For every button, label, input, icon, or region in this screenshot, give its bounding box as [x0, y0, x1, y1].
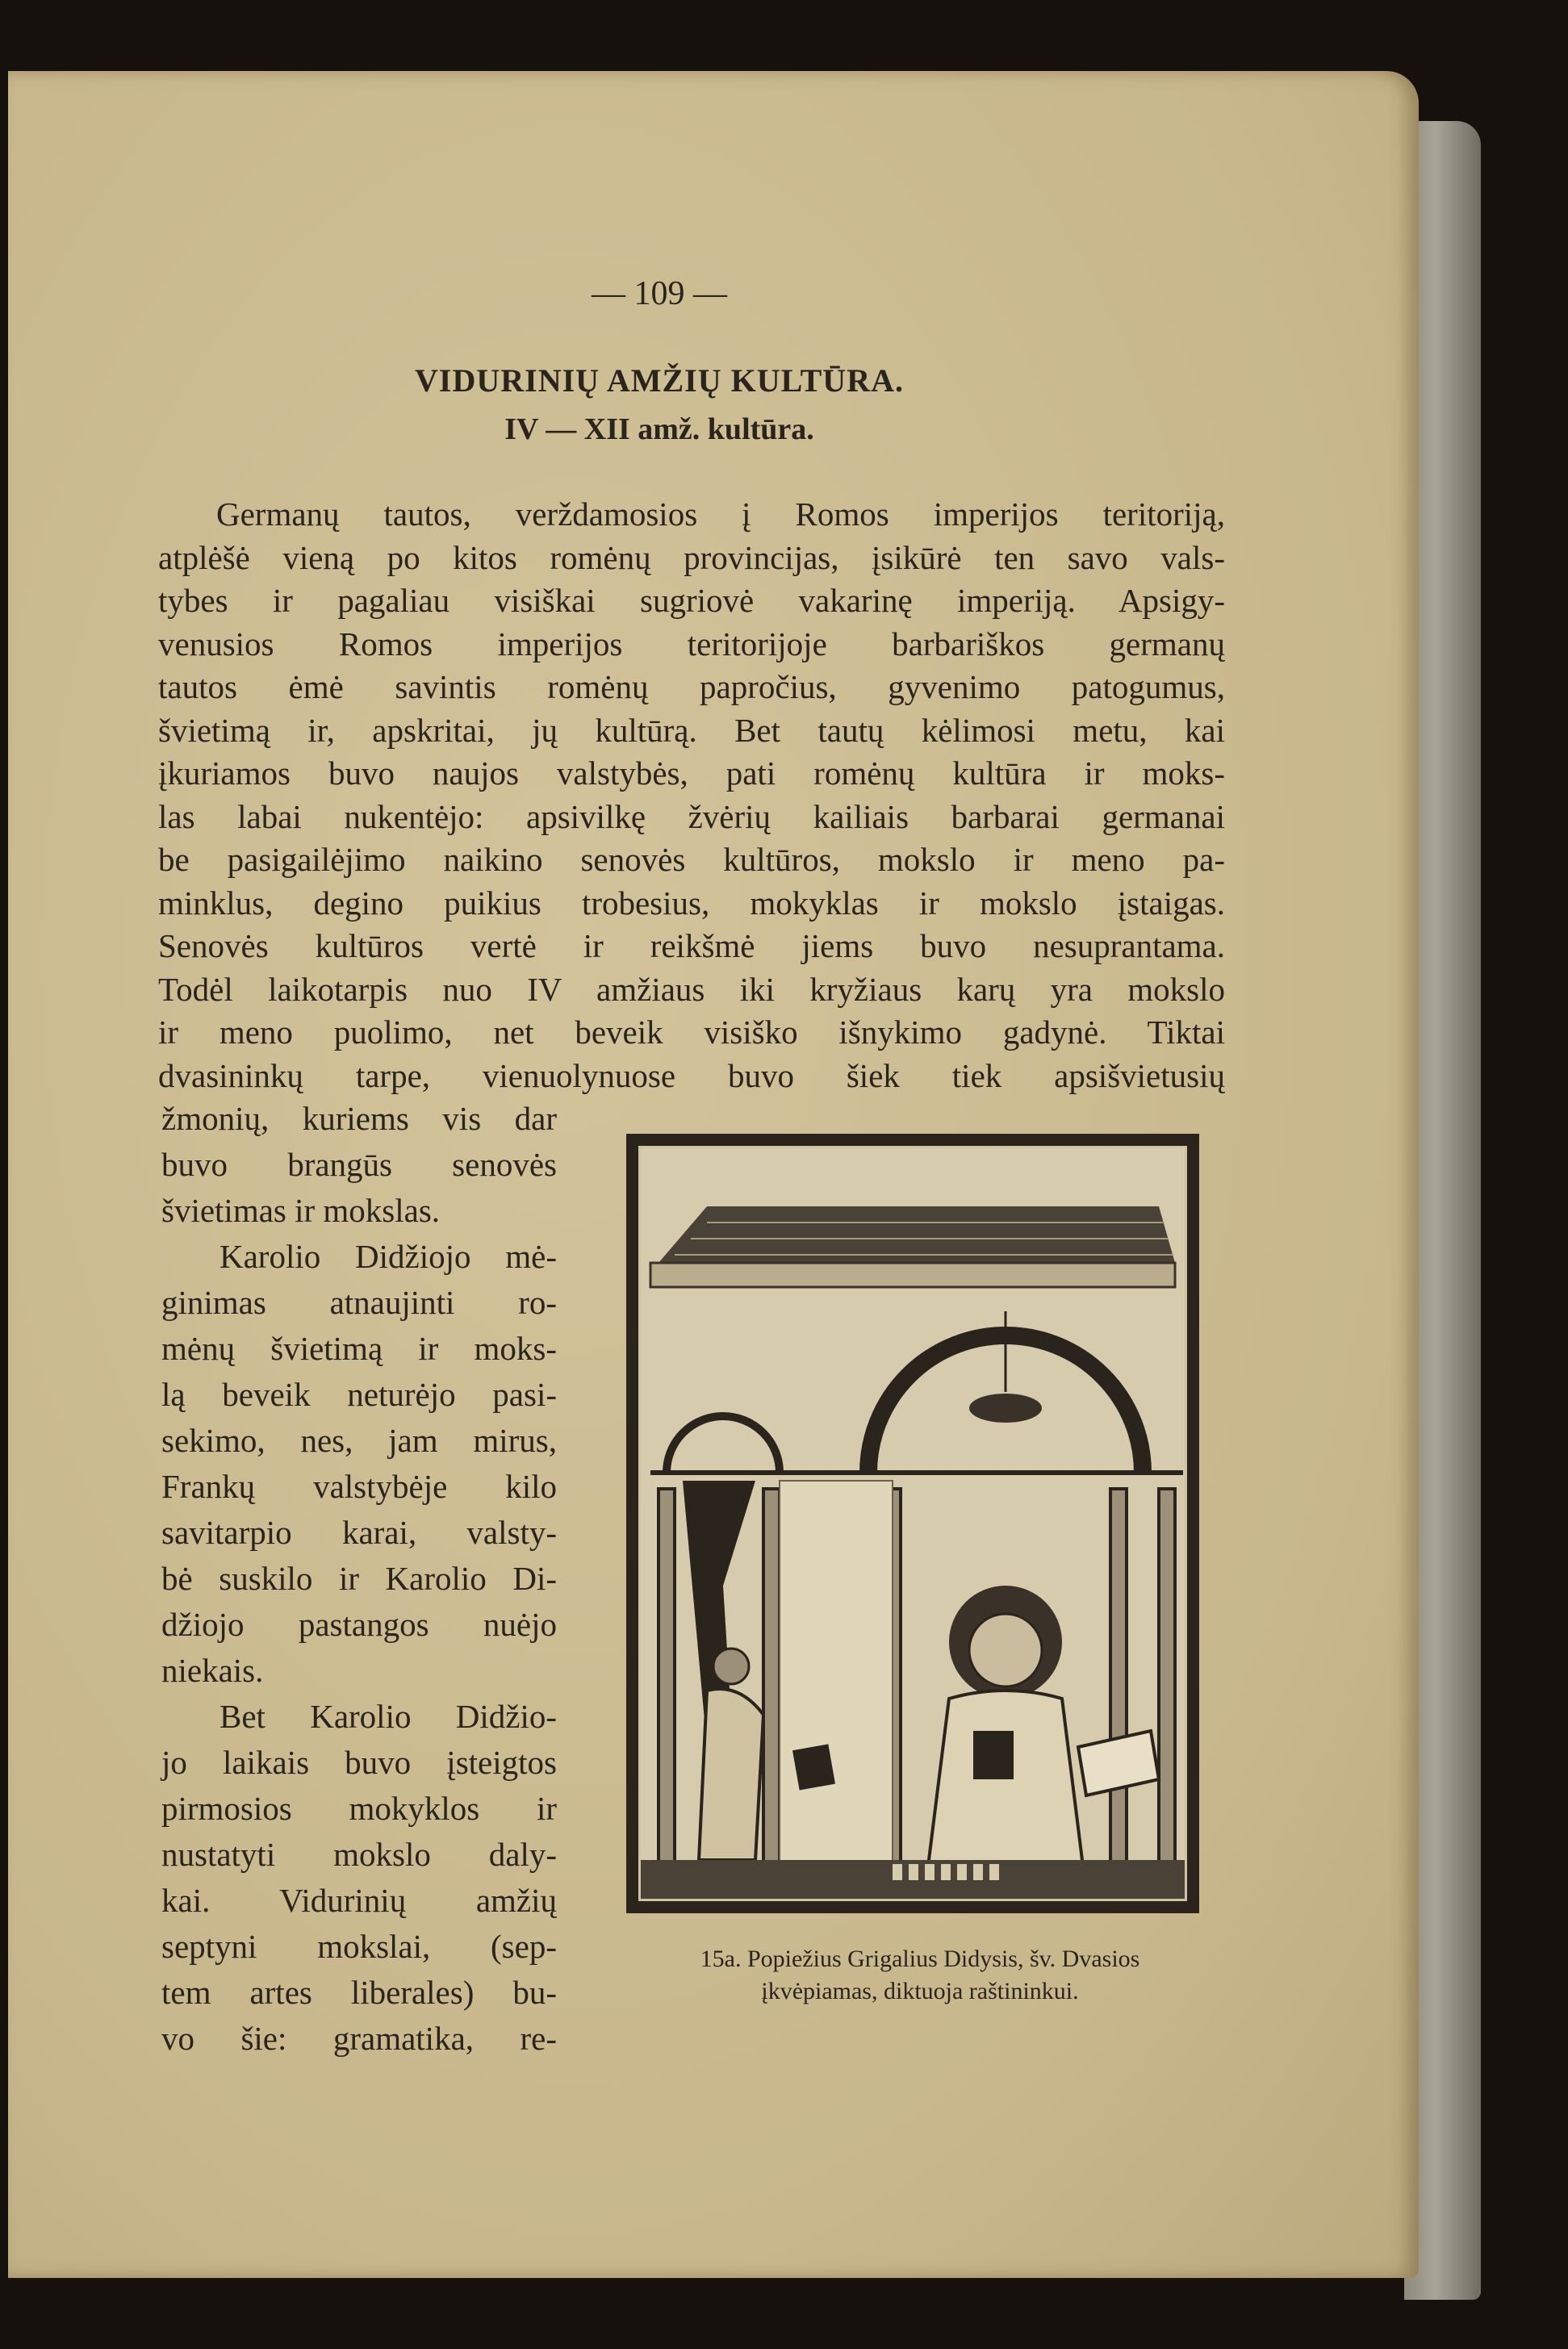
text-line: venusios Romos imperijos teritorijoje barbariškos germanų — [158, 625, 1225, 662]
text-line: minklus, degino puikius trobesius, mokyklas ir mokslo įstaigas. — [158, 884, 1225, 922]
illustration-pope-gregory — [626, 1134, 1199, 1913]
chapter-title: VIDURINIŲ AMŽIŲ KULTŪRA. — [415, 362, 904, 399]
text-line: Todėl laikotarpis nuo IV amžiaus iki kryžiaus karų yra mokslo — [158, 970, 1225, 1008]
column-text-line: tem artes liberales) bu- — [161, 1974, 557, 2011]
column-text-line: sekimo, nes, jam mirus, — [161, 1422, 557, 1459]
column-text-line: savitarpio karai, valsty- — [161, 1514, 557, 1551]
page-number: — 109 — — [592, 275, 727, 312]
text-line: ir meno puolimo, net beveik visiško išnykimo gadynė. Tiktai — [158, 1014, 1225, 1051]
column-text-line: pirmosios mokyklos ir — [161, 1790, 557, 1827]
text-line: atplėšė vieną po kitos romėnų provincijas, įsikūrė ten savo vals- — [158, 538, 1225, 576]
text-line: Senovės kultūros vertė ir reikšmė jiems buvo nesuprantama. — [158, 927, 1225, 964]
column-text-line: Karolio Didžiojo mė- — [220, 1238, 557, 1275]
text-line: Germanų tautos, verždamosios į Romos imperijos teritoriją, — [216, 495, 1225, 533]
column-text-line: bė suskilo ir Karolio Di- — [161, 1560, 557, 1597]
column-text-line: Bet Karolio Didžio- — [220, 1698, 557, 1735]
text-line: be pasigailėjimo naikino senovės kultūros, mokslo ir meno pa- — [158, 841, 1225, 878]
text-line: las labai nukentėjo: apsivilkę žvėrių kailiais barbarai germanai — [158, 797, 1225, 835]
text-line: tybes ir pagaliau visiškai sugriovė vakarinę imperiją. Apsigy- — [158, 582, 1225, 619]
figure-caption-line1: 15a. Popiežius Grigalius Didysis, šv. Dvasios — [700, 1946, 1140, 1972]
column-text-line: kai. Vidurinių amžių — [161, 1882, 557, 1919]
column-text-line: vo šie: gramatika, re- — [161, 2020, 557, 2057]
column-text-line: mėnų švietimą ir moks- — [161, 1330, 557, 1367]
column-text-line: džiojo pastangos nuėjo — [161, 1606, 557, 1643]
section-subtitle: IV — XII amž. kultūra. — [504, 412, 814, 446]
column-text-line: nustatyti mokslo daly- — [161, 1836, 557, 1873]
column-text-line: švietimas ir mokslas. — [161, 1192, 441, 1229]
text-line: tautos ėmė savintis romėnų papročius, gyvenimo patogumus, — [158, 668, 1225, 705]
column-text-line: niekais. — [161, 1652, 264, 1689]
text-line: švietimą ir, apskritai, jų kultūrą. Bet tautų kėlimosi metu, kai — [158, 711, 1225, 749]
column-text-line: septyni mokslai, (sep- — [161, 1928, 557, 1965]
text-line: dvasininkų tarpe, vienuolynuose buvo šiek tiek apsišvietusių — [158, 1056, 1225, 1094]
figure-caption-line2: įkvėpiamas, diktuoja raštininkui. — [761, 1978, 1079, 2004]
column-text-line: jo laikais buvo įsteigtos — [161, 1744, 557, 1781]
column-text-line: Frankų valstybėje kilo — [161, 1468, 557, 1505]
column-text-line: ginimas atnaujinti ro- — [161, 1284, 557, 1321]
column-text-line: lą beveik neturėjo pasi- — [161, 1376, 557, 1413]
column-text-line: buvo brangūs senovės — [161, 1146, 557, 1183]
text-line: įkuriamos buvo naujos valstybės, pati romėnų kultūra ir moks- — [158, 754, 1225, 792]
column-text-line: žmonių, kuriems vis dar — [161, 1100, 557, 1137]
